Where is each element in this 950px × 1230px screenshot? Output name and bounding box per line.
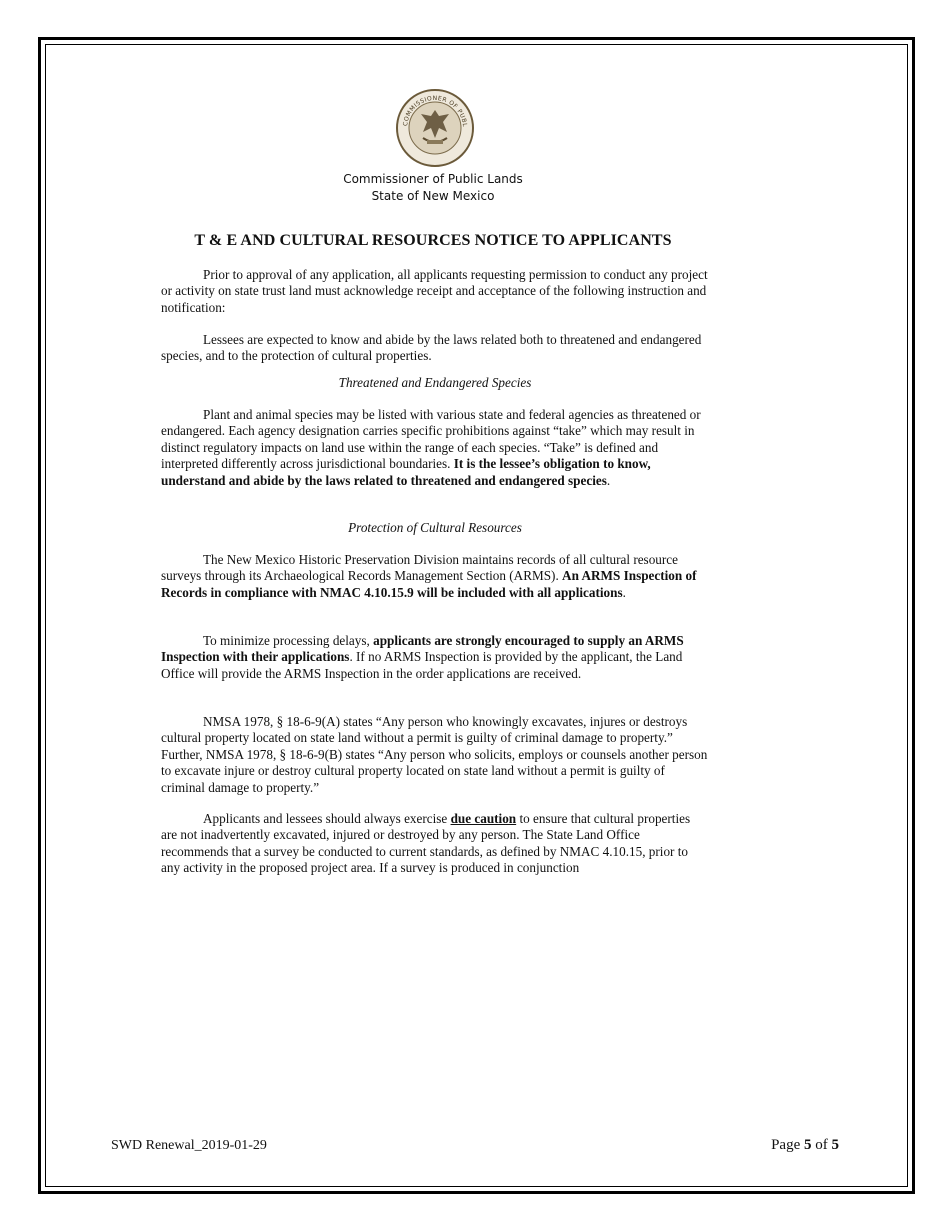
page-total: 5 xyxy=(831,1137,839,1153)
agency-name: Commissioner of Public Lands xyxy=(343,172,523,186)
caution-text: Applicants and lessees should always exercise xyxy=(203,811,448,826)
page-current: 5 xyxy=(804,1137,812,1153)
paragraph-arms-records xyxy=(161,552,709,601)
species-period: . xyxy=(606,472,611,488)
page-title: T & E AND CULTURAL RESOURCES NOTICE TO APPLICANTS xyxy=(194,232,672,249)
delays-rest: . If no ARMS Inspection is provided by the applicant, the Land Office will provide the ARMS Inspection in the order applications are received. xyxy=(161,649,683,681)
page-prefix: Page xyxy=(771,1137,801,1153)
arms-period: . xyxy=(622,584,626,600)
delays-encouraged: applicants are strongly encouraged to supply an ARMS Inspection with their applications xyxy=(161,633,684,665)
seal-text: COMMISSIONER OF PUBL xyxy=(402,94,469,128)
agency-state: State of New Mexico xyxy=(371,189,495,203)
due-caution-emphasis: due caution xyxy=(450,811,517,826)
paragraph-nmsa: NMSA 1978, § 18-6-9(A) states “Any person who knowingly excavates, injures or destroys cultural property located on state land without a permit is guilty of criminal damage to property.” Further, NMSA 1978, § 18-6-9(B) states “Any person who solicits, employs or counsels another person to excavate injure or destroy cultural property located on state land without a permit is guilty of criminal damage to property.” xyxy=(161,714,708,795)
paragraph-intro: Prior to approval of any application, all applicants requesting permission to conduct any project or activity on state trust land must acknowledge receipt and acceptance of the following instruction and notification: xyxy=(161,267,708,315)
species-obligation: It is the lessee’s obligation to know, understand and abide by the laws related to threatened and endangered species xyxy=(161,456,651,488)
caution-rest: to ensure that cultural properties are not inadvertently excavated, injured or destroyed by any person. The State Land Office recommends that a survey be conducted to current standards, as defined by NMAC 4.10.15, prior to any activity in the proposed project area. If a survey is produced in conjunction xyxy=(161,811,691,876)
footer-page-number xyxy=(771,1137,839,1154)
page-border xyxy=(38,37,915,1194)
section-heading-species: Threatened and Endangered Species xyxy=(338,375,532,390)
page-border-inner xyxy=(45,44,908,1187)
delays-text: To minimize processing delays, xyxy=(203,633,370,648)
footer-doc-id: SWD Renewal_2019-01-29 xyxy=(111,1138,267,1153)
species-text: Plant and animal species may be listed with various state and federal agencies as threatened or endangered. Each agency designation carries specific prohibitions against “take” which may result in distinct regulatory impacts on land use within the range of each species. “Take” is defined and interpreted differently across jurisdictional boundaries. xyxy=(161,407,701,472)
paragraph-species xyxy=(161,407,709,489)
paragraph-due-caution xyxy=(161,811,709,877)
page-of: of xyxy=(815,1137,828,1153)
arms-inspection-note: An ARMS Inspection of Records in compliance with NMAC 4.10.15.9 will be included with all applications xyxy=(161,568,697,600)
state-seal-icon xyxy=(393,88,477,168)
arms-records-text: The New Mexico Historic Preservation Division maintains records of all cultural resource surveys through its Archaeological Records Management Section (ARMS). xyxy=(161,552,678,584)
section-heading-cultural: Protection of Cultural Resources xyxy=(348,520,522,535)
paragraph-processing-delays xyxy=(161,633,709,682)
paragraph-lessees: Lessees are expected to know and abide by the laws related both to threatened and endangered species, and to the protection of cultural properties. xyxy=(161,332,702,364)
